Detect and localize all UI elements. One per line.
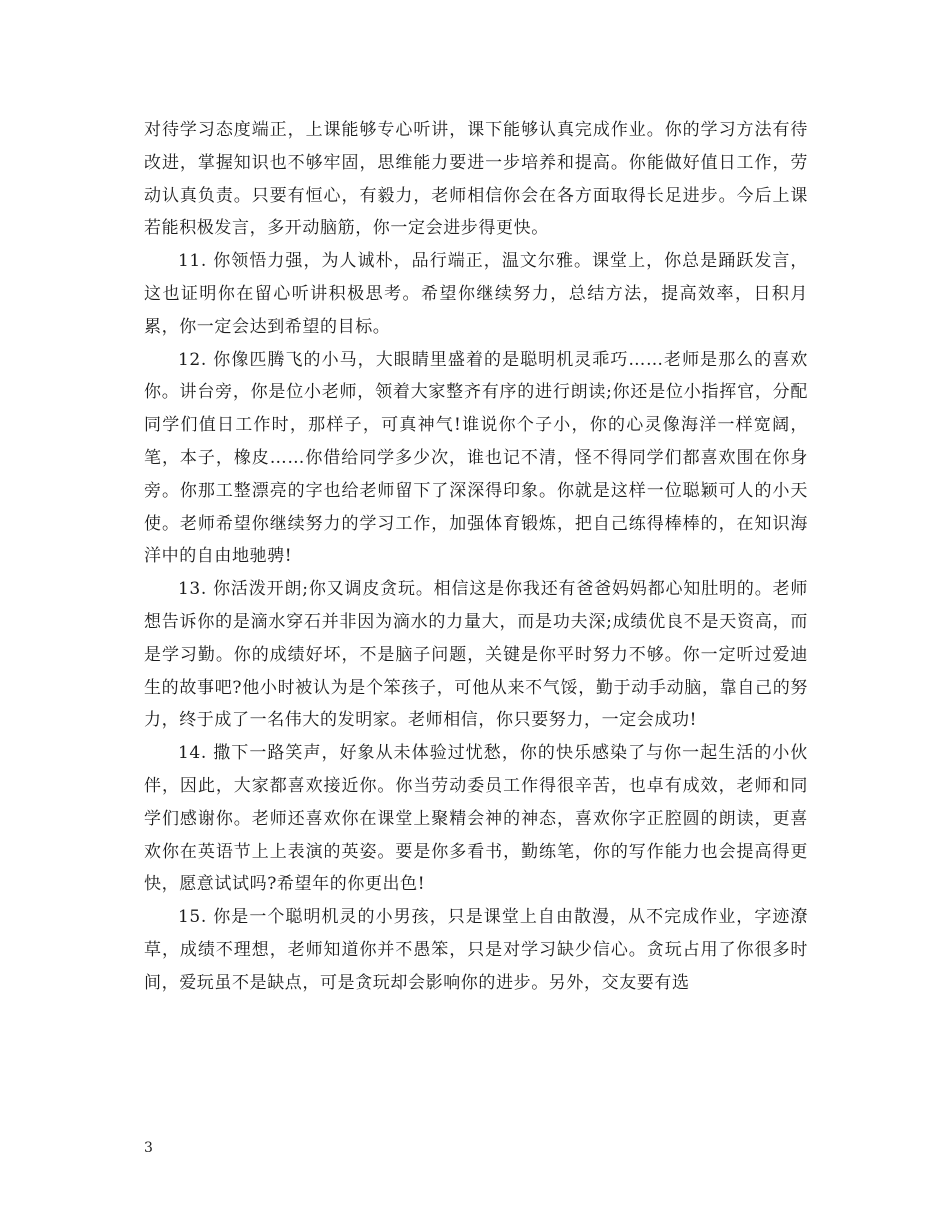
paragraph-comment-15: 15. 你是一个聪明机灵的小男孩，只是课堂上自由散漫，从不完成作业，字迹潦草，成绩不理想，老师知道你并不愚笨，只是对学习缺少信心。贪玩占用了你很多时间，爱玩虽不是缺点，可是贪玩却会影响你的进步。另外，交友要有选 [144, 907, 808, 993]
paragraph-comment-11: 11. 你领悟力强，为人诚朴，品行端正，温文尔雅。课堂上，你总是踊跃发言，这也证明你在留心听讲积极思考。希望你继续努力，总结方法，提高效率，日积月累，你一定会达到希望的目标。 [144, 251, 808, 337]
page-number: 3 [144, 1140, 153, 1156]
paragraph-comment-12: 12. 你像匹腾飞的小马，大眼睛里盛着的是聪明机灵乖巧……老师是那么的喜欢你。讲台旁，你是位小老师，领着大家整齐有序的进行朗读;你还是位小指挥官，分配同学们值日工作时，那样子，可真神气!谁说你个子小，你的心灵像海洋一样宽阔，笔，本子，橡皮……你借给同学多少次，谁也记不清，怪不得同学们都喜欢围在你身旁。你那工整漂亮的字也给老师留下了深深得印象。你就是这样一位聪颖可人的小天使。老师希望你继续努力的学习工作，加强体育锻炼，把自己练得棒棒的，在知识海洋中的自由地驰骋! [144, 349, 808, 567]
paragraph-continuation: 对待学习态度端正，上课能够专心听讲，课下能够认真完成作业。你的学习方法有待改进，掌握知识也不够牢固，思维能力要进一步培养和提高。你能做好值日工作，劳动认真负责。只要有恒心，有毅力，老师相信你会在各方面取得长足进步。今后上课若能积极发言，多开动脑筋，你一定会进步得更快。 [144, 120, 808, 239]
paragraph-comment-14: 14. 撒下一路笑声，好象从未体验过忧愁，你的快乐感染了与你一起生活的小伙伴，因此，大家都喜欢接近你。你当劳动委员工作得很辛苦，也卓有成效，老师和同学们感谢你。老师还喜欢你在课堂上聚精会神的神态，喜欢你字正腔圆的朗读，更喜欢你在英语节上上表演的英姿。要是你多看书，勤练笔，你的写作能力也会提高得更快，愿意试试吗?希望年的你更出色! [144, 743, 808, 895]
paragraph-comment-13: 13. 你活泼开朗;你又调皮贪玩。相信这是你我还有爸爸妈妈都心知肚明的。老师想告诉你的是滴水穿石并非因为滴水的力量大，而是功夫深;成绩优良不是天资高，而是学习勤。你的成绩好坏，不是脑子问题，关键是你平时努力不够。你一定听过爱迪生的故事吧?他小时被认为是个笨孩子，可他从来不气馁，勤于动手动脑，靠自己的努力，终于成了一名伟大的发明家。老师相信，你只要努力，一定会成功! [144, 579, 808, 731]
document-body [144, 114, 808, 1000]
